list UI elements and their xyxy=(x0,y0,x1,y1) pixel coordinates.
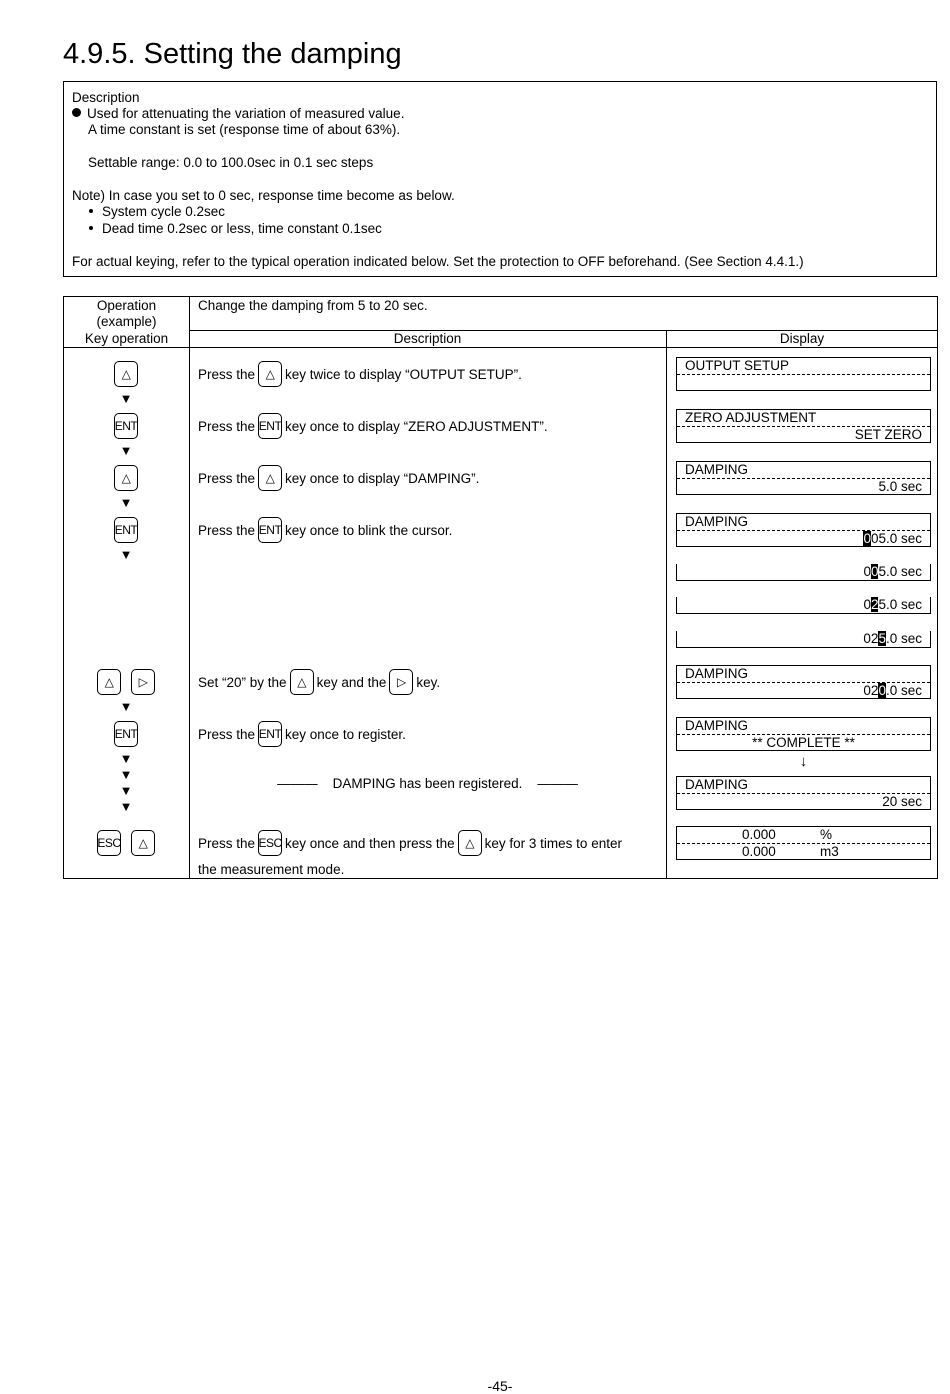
cursor: 2 xyxy=(870,597,879,612)
bullet-icon xyxy=(89,226,93,230)
step-description: Press the ENT key once to blink the cursor. xyxy=(198,517,452,543)
column-divider xyxy=(666,330,667,878)
step-description-line2: the measurement mode. xyxy=(198,862,345,877)
cursor: 5 xyxy=(878,631,886,646)
up-key-icon: △ xyxy=(258,361,282,387)
right-key-icon: ▷ xyxy=(131,669,155,695)
step-description: Press the △ key once to display “DAMPING”. xyxy=(198,465,479,491)
ent-key-icon: ENT xyxy=(114,517,138,543)
settable-range: Settable range: 0.0 to 100.0sec in 0.1 sec steps xyxy=(88,155,374,170)
display-damping: DAMPING 5.0 sec xyxy=(676,461,931,495)
page-number: -45- xyxy=(487,1378,513,1394)
operation-label: Operation xyxy=(96,298,157,313)
up-key-icon: △ xyxy=(97,669,121,695)
up-key-icon: △ xyxy=(258,465,282,491)
step-description: Press the ENT key once to display “ZERO ADJUSTMENT”. xyxy=(198,413,548,439)
description-bullet: Used for attenuating the variation of measured value. xyxy=(72,106,404,121)
ent-key-icon: ENT xyxy=(114,413,138,439)
display-cursor-step: 005.0 sec xyxy=(676,564,931,581)
description-box xyxy=(63,81,937,277)
down-arrow-icon: ▼ xyxy=(119,391,133,406)
display-damping-complete: DAMPING ** COMPLETE ** xyxy=(676,717,931,751)
cursor: 0 xyxy=(863,531,871,546)
down-arrow-icon: ▼ xyxy=(119,751,133,766)
display-damping-registered: DAMPING 20 sec xyxy=(676,776,931,810)
note-item: System cycle 0.2sec xyxy=(89,204,225,219)
display-zero-adjustment: ZERO ADJUSTMENT SET ZERO xyxy=(676,409,931,443)
note-item: Dead time 0.2sec or less, time constant 0.1sec xyxy=(89,221,382,236)
down-arrow-icon: ▼ xyxy=(119,547,133,562)
bullet-icon xyxy=(89,209,93,213)
display-damping-set: DAMPING 020.0 sec xyxy=(676,665,931,699)
down-arrow-icon: ▼ xyxy=(119,495,133,510)
step-description: Set “20” by the △ key and the ▷ key. xyxy=(198,669,440,695)
cursor: 0 xyxy=(878,683,886,698)
note: Note) In case you set to 0 sec, response time become as below. xyxy=(72,188,455,203)
description-bullet-cont: A time constant is set (response time of about 63%). xyxy=(88,122,401,137)
down-arrow-icon: ▼ xyxy=(119,443,133,458)
up-key-icon: △ xyxy=(114,465,138,491)
row-divider xyxy=(64,347,937,348)
step-description: Press the ENT key once to register. xyxy=(198,721,406,747)
step-description: Press the ESC key once and then press the △ key for 3 times to enter xyxy=(198,830,622,856)
down-arrow-icon: ▼ xyxy=(119,799,133,814)
down-arrow-icon: ▼ xyxy=(119,699,133,714)
up-key-icon: △ xyxy=(131,830,155,856)
col-header-key: Key operation xyxy=(84,331,169,346)
col-header-display: Display xyxy=(779,331,825,346)
right-key-icon: ▷ xyxy=(389,669,413,695)
page-title: 4.9.5. Setting the damping xyxy=(63,38,402,70)
up-key-icon: △ xyxy=(458,830,482,856)
down-arrow-icon: ▼ xyxy=(119,783,133,798)
up-key-icon: △ xyxy=(290,669,314,695)
display-damping-cursor: DAMPING 005.0 sec xyxy=(676,513,931,547)
display-measurement-mode: 0.000 % 0.000 m3 xyxy=(676,826,931,860)
description-heading: Description xyxy=(72,90,140,105)
esc-key-icon: ESC xyxy=(97,830,121,856)
down-arrow-icon: ▼ xyxy=(119,767,133,782)
display-output-setup: OUTPUT SETUP xyxy=(676,357,931,391)
operation-label-example: (example) xyxy=(96,314,157,329)
registered-message: ——— DAMPING has been registered. ——— xyxy=(277,776,578,791)
operation-text: Change the damping from 5 to 20 sec. xyxy=(198,298,428,313)
down-thin-arrow-icon: ↓ xyxy=(799,753,808,770)
keying-note: For actual keying, refer to the typical operation indicated below. Set the protection to OFF beforehand. (See Section 4.4.1.) xyxy=(72,254,804,269)
ent-key-icon: ENT xyxy=(258,721,282,747)
ent-key-icon: ENT xyxy=(258,413,282,439)
display-cursor-step: 025.0 sec xyxy=(676,631,931,648)
display-cursor-step: 025.0 sec xyxy=(676,597,931,614)
operation-table xyxy=(63,296,938,879)
up-key-icon: △ xyxy=(114,361,138,387)
ent-key-icon: ENT xyxy=(258,517,282,543)
step-description: Press the △ key twice to display “OUTPUT SETUP”. xyxy=(198,361,522,387)
cursor: 0 xyxy=(870,564,879,579)
bullet-icon xyxy=(72,108,81,117)
col-header-description: Description xyxy=(393,331,462,346)
esc-key-icon: ESC xyxy=(258,830,282,856)
ent-key-icon: ENT xyxy=(114,721,138,747)
